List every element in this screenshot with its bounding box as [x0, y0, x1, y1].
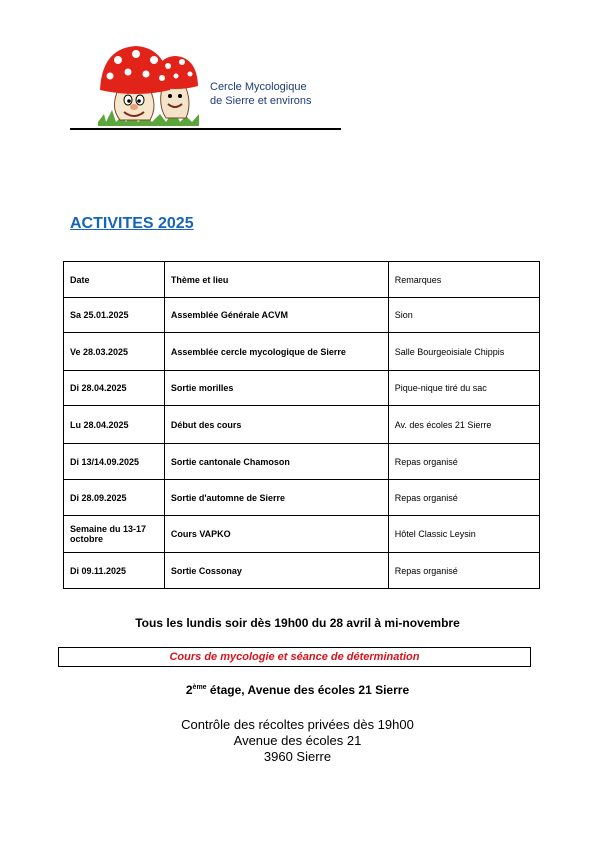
location-address: étage, Avenue des écoles 21 Sierre [206, 683, 410, 697]
row-remark: Repas organisé [388, 480, 539, 516]
location-text [0, 683, 595, 697]
mushroom-logo [96, 44, 201, 126]
row-date: Ve 28.03.2025 [64, 333, 165, 371]
row-theme: Sortie morilles [164, 371, 388, 406]
table-row [64, 444, 540, 480]
table-row [64, 516, 540, 553]
table-row [64, 333, 540, 371]
organization-name-line1: Cercle Mycologique [210, 81, 307, 93]
table-row [64, 371, 540, 406]
organization-name [210, 80, 312, 108]
control-line1: Contrôle des récoltes privées dès 19h00 [181, 717, 414, 732]
column-header-remarks: Remarques [388, 262, 539, 298]
row-theme: Sortie Cossonay [164, 553, 388, 589]
column-header-date: Date [64, 262, 165, 298]
row-remark: Sion [388, 298, 539, 333]
table-row [64, 406, 540, 444]
row-date: Di 13/14.09.2025 [64, 444, 165, 480]
row-theme: Début des cours [164, 406, 388, 444]
row-remark: Salle Bourgeoisiale Chippis [388, 333, 539, 371]
row-theme: Cours VAPKO [164, 516, 388, 553]
row-date: Sa 25.01.2025 [64, 298, 165, 333]
table-row [64, 298, 540, 333]
control-line3: 3960 Sierre [263, 749, 332, 764]
row-date: Semaine du 13-17 octobre [64, 516, 165, 553]
row-date: Lu 28.04.2025 [64, 406, 165, 444]
row-theme: Assemblée cercle mycologique de Sierre [164, 333, 388, 371]
row-date: Di 09.11.2025 [64, 553, 165, 589]
row-theme: Sortie d'automne de Sierre [164, 480, 388, 516]
control-line2: Avenue des écoles 21 [233, 733, 362, 748]
floor-number: 2 [185, 683, 193, 697]
row-remark: Hôtel Classic Leysin [388, 516, 539, 553]
header-divider [70, 128, 341, 130]
row-remark: Av. des écoles 21 Sierre [388, 406, 539, 444]
row-theme: Sortie cantonale Chamoson [164, 444, 388, 480]
row-remark: Repas organisé [388, 444, 539, 480]
row-date: Di 28.04.2025 [64, 371, 165, 406]
schedule-text: Tous les lundis soir dès 19h00 du 28 avril à mi-novembre [135, 616, 460, 630]
activities-table [63, 261, 540, 589]
column-header-theme: Thème et lieu [164, 262, 388, 298]
control-info [0, 717, 595, 765]
organization-name-line2: de Sierre et environs [210, 95, 312, 107]
course-banner: Cours de mycologie et séance de détermination [58, 647, 531, 667]
table-header-row [64, 262, 540, 298]
table-row [64, 553, 540, 589]
page-title: ACTIVITES 2025 [70, 215, 194, 232]
table-row [64, 480, 540, 516]
row-date: Di 28.09.2025 [64, 480, 165, 516]
row-remark: Pique-nique tiré du sac [388, 371, 539, 406]
row-theme: Assemblée Générale ACVM [164, 298, 388, 333]
row-remark: Repas organisé [388, 553, 539, 589]
floor-superscript: ème [192, 684, 207, 691]
